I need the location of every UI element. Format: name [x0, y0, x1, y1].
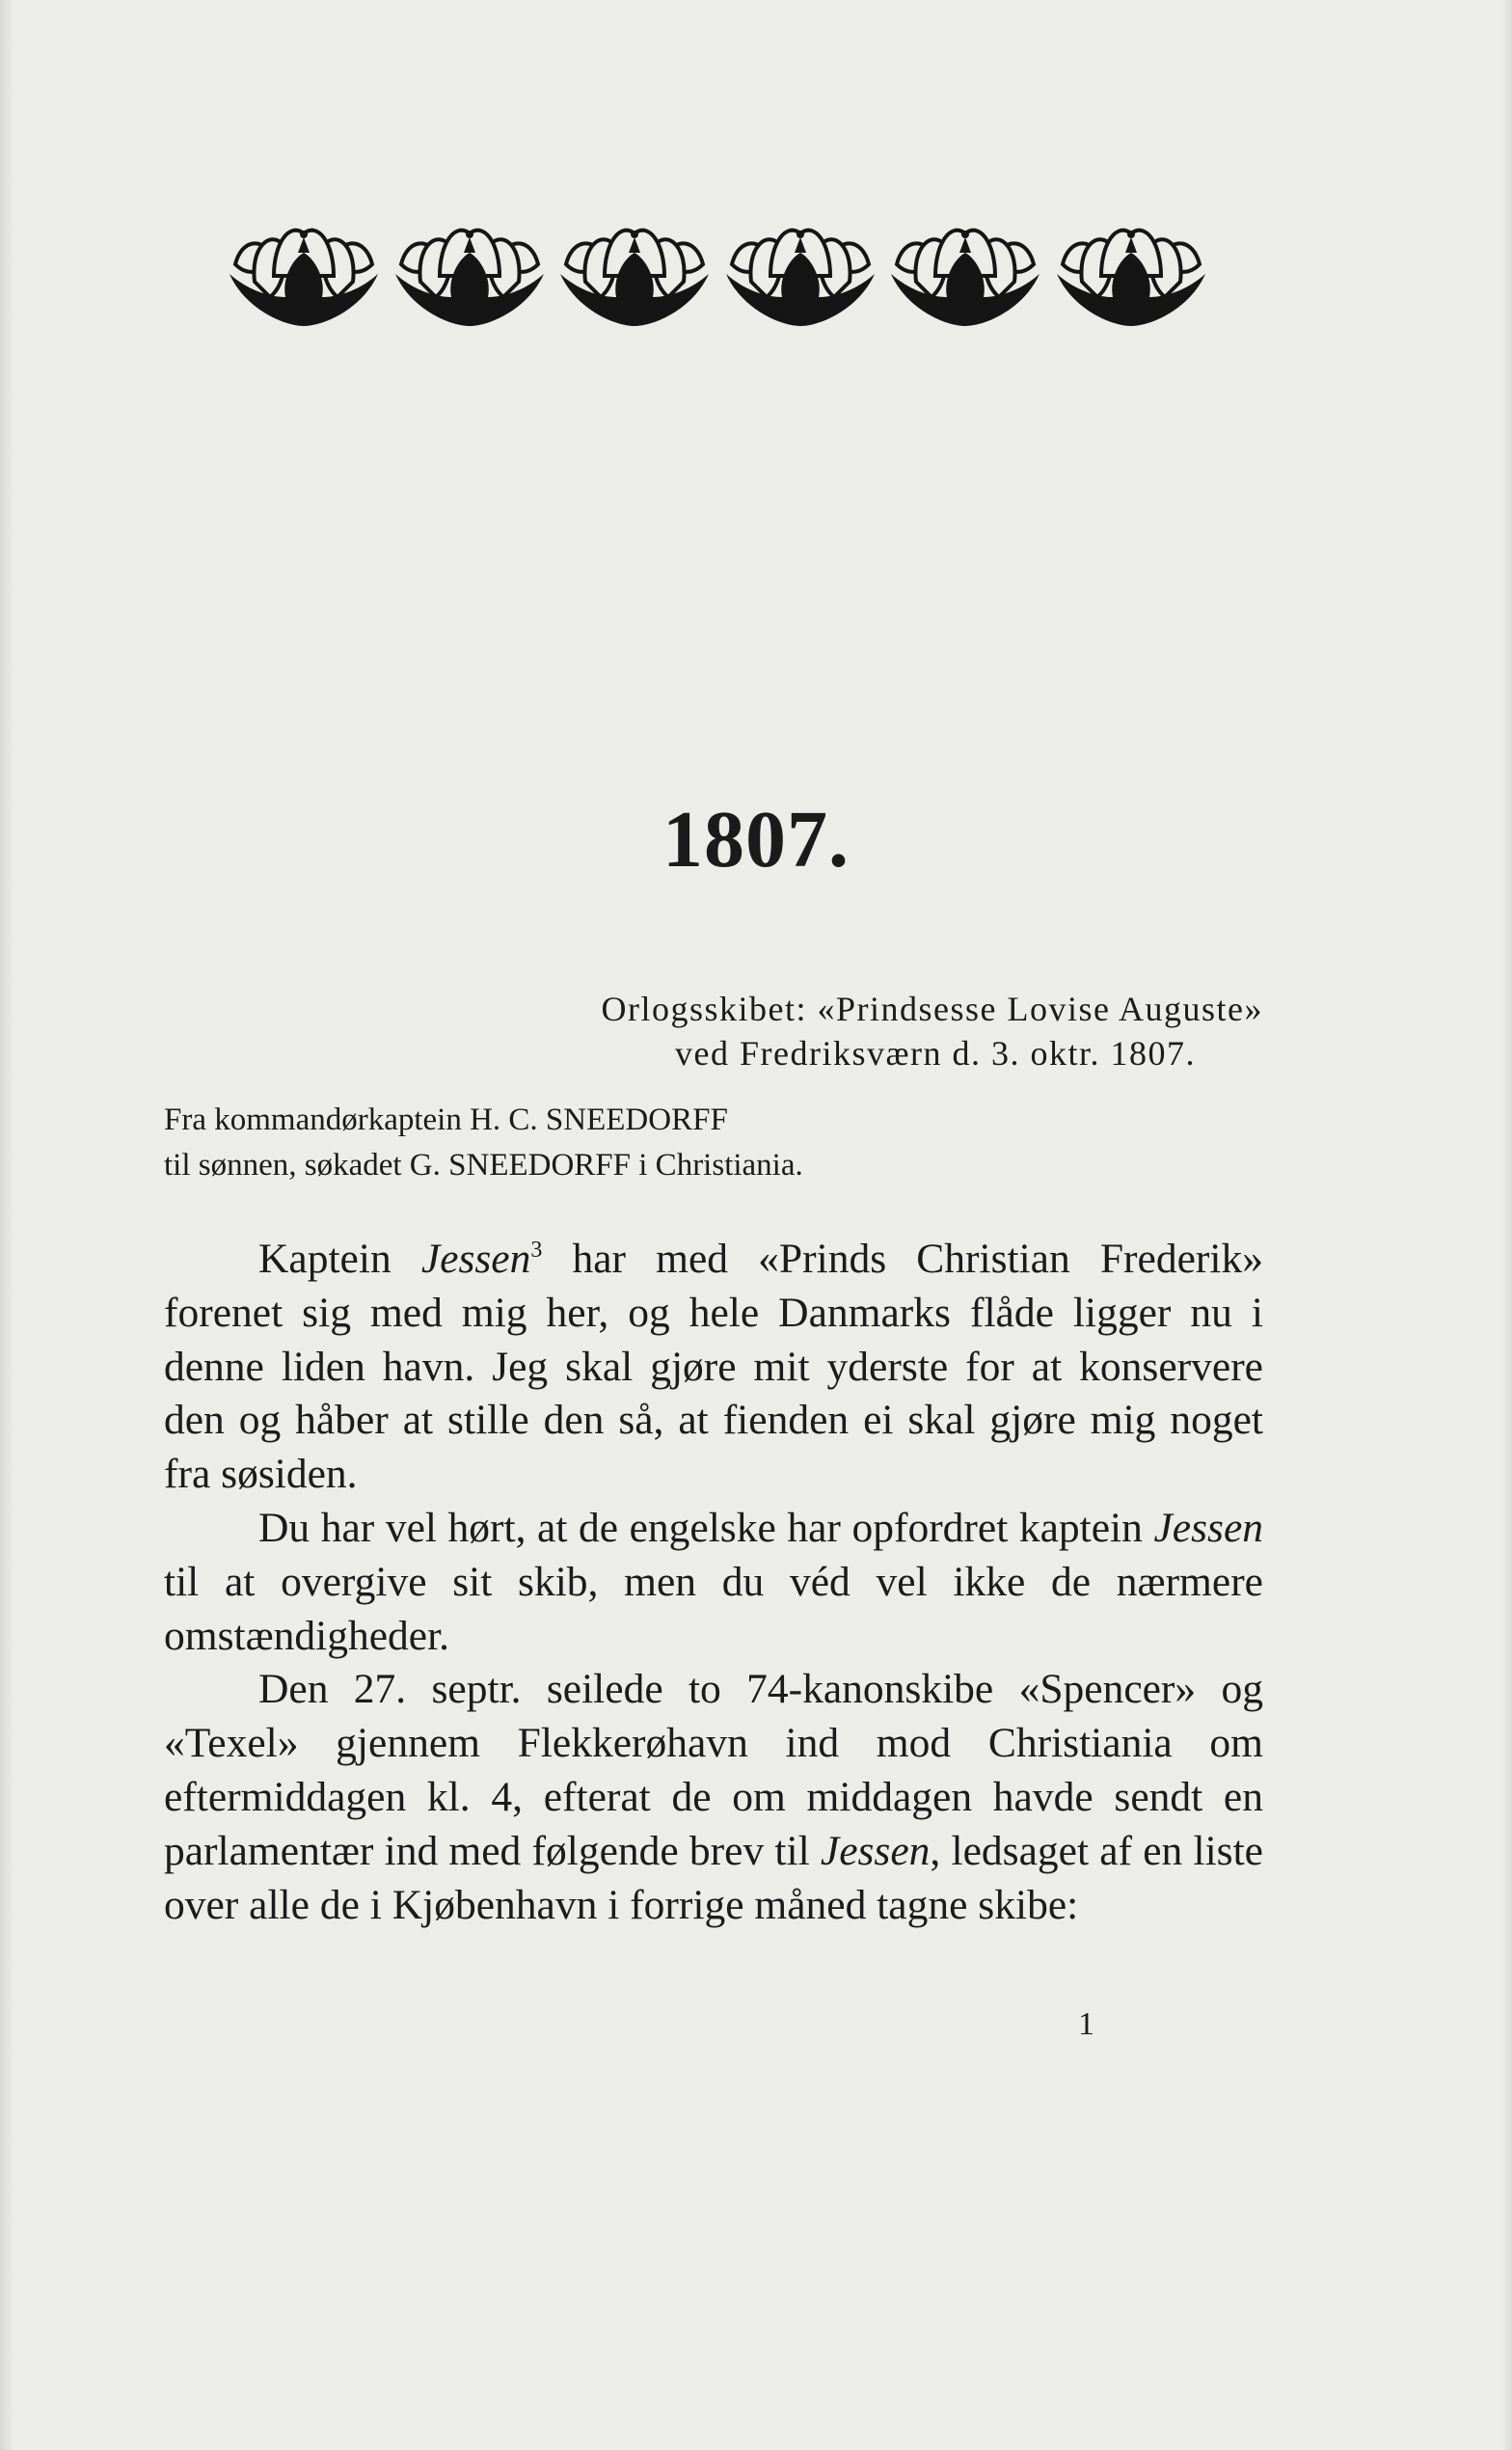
name-jessen: Jessen	[1153, 1504, 1263, 1551]
lotus-ornament-icon	[1053, 214, 1209, 328]
page-edge-shadow	[0, 0, 14, 2450]
page-edge-right	[1502, 0, 1512, 2450]
paragraph-2-text-b: til at overgive sit skib, men du véd vel ikke de nærmere omstændigheder.	[164, 1558, 1263, 1659]
ship-name-line: Orlogsskibet: «Prindsesse Lovise Auguste»	[601, 990, 1263, 1028]
footnote-marker: 3	[530, 1238, 543, 1263]
name-jessen: Jessen	[820, 1827, 931, 1874]
chapter-year-heading: 1807.	[662, 795, 850, 885]
paragraph-3	[164, 1663, 1263, 1932]
location-date-line: ved Fredriksværn d. 3. oktr. 1807.	[675, 1034, 1196, 1073]
paragraph-3-text-b: , ledsaget af en liste over alle de i Kjøbenhavn i forrige måned tagne skibe:	[164, 1827, 1263, 1928]
letter-recipient: til sønnen, søkadet G. SNEEDORFF i Christiania.	[164, 1148, 803, 1183]
paragraph-2-text-a: Du har vel hørt, at de engelske har opfordret kaptein	[258, 1504, 1154, 1551]
letter-body	[164, 1233, 1263, 1932]
lotus-ornament-icon	[392, 214, 548, 328]
lotus-ornament-icon	[722, 214, 878, 328]
lotus-ornament-icon	[556, 214, 713, 328]
name-jessen: Jessen	[420, 1236, 531, 1282]
paragraph-1-text-a: Kaptein	[258, 1236, 421, 1282]
lotus-ornament-icon	[887, 214, 1043, 328]
paragraph-1	[164, 1233, 1263, 1502]
paragraph-2	[164, 1502, 1263, 1663]
lotus-ornament-icon	[226, 214, 382, 328]
page-number: 1	[1078, 2006, 1094, 2042]
paragraph-3-text-a: Den 27. septr. seilede to 74-kanonskibe «Spencer» og «Texel» gjennem Flekkerøhavn ind mod Christiania om eftermiddagen kl. 4, efterat de om middagen havde sendt en parlamentær ind med følgende brev til	[164, 1666, 1263, 1874]
lotus-ornament-band	[226, 214, 1209, 328]
paragraph-1-text-b: har med «Prinds Christian Frederik» forenet sig med mig her, og hele Danmarks flåde ligger nu i denne liden havn. Jeg skal gjøre mit yderste for at konservere den og håber at stille den så, at fienden ei skal gjøre mig noget fra søsiden.	[164, 1236, 1263, 1498]
letter-sender: Fra kommandørkaptein H. C. SNEEDORFF	[164, 1102, 728, 1137]
